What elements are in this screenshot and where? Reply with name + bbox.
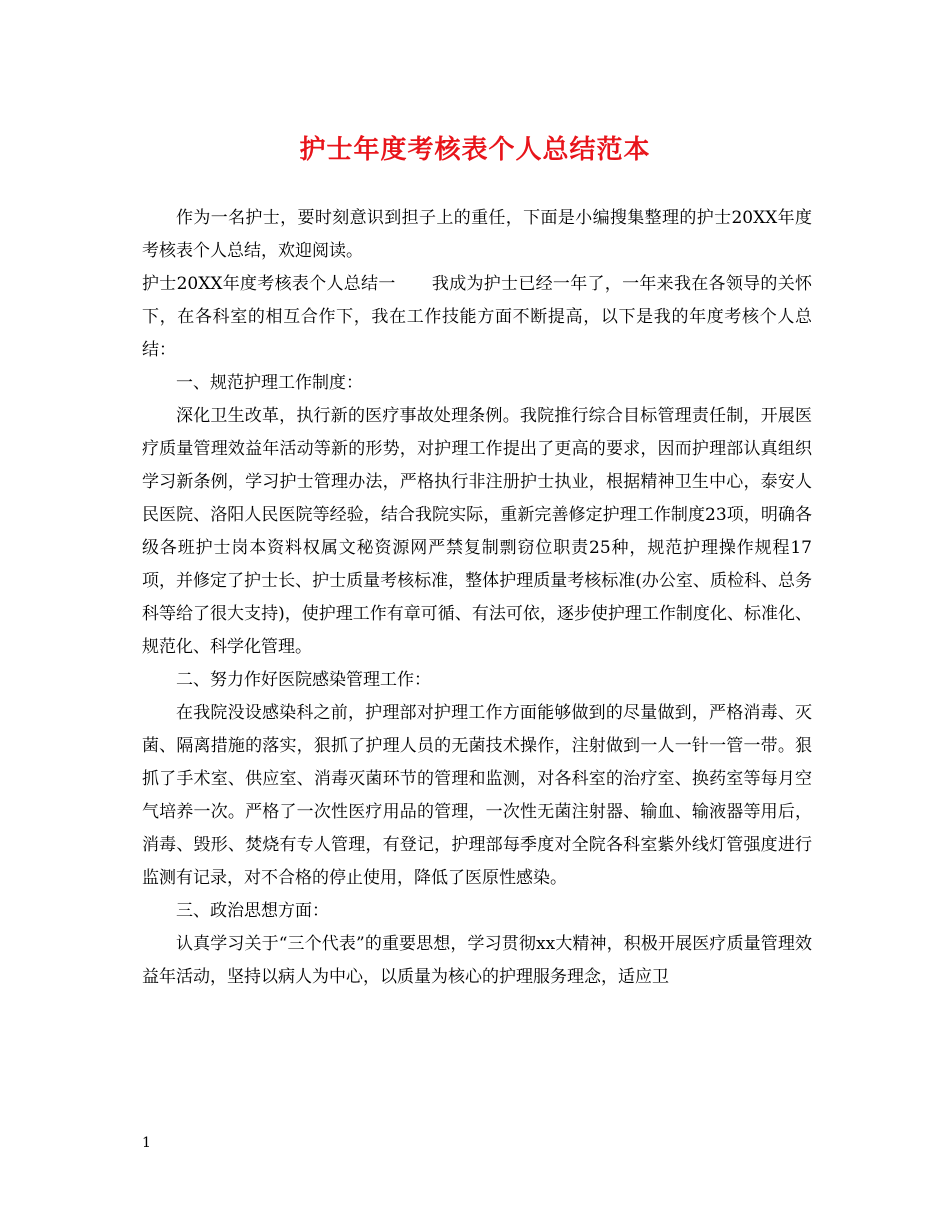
section-heading-3: 三、政治思想方面： (176, 901, 329, 921)
document-body (142, 202, 812, 994)
intro-paragraph: 作为一名护士，要时刻意识到担子上的重任，下面是小编搜集整理的护士20XX年度考核表个人总结，欢迎阅读。 (142, 208, 812, 261)
section-lead-text: 我成为护士已经一年了，一年来我在各领导的关怀下，在各科室的相互合作下，我在工作技能方面不断提高，以下是我的年度考核个人总结： (142, 274, 812, 360)
section-heading-1: 一、规范护理工作制度： (176, 373, 363, 393)
page-number: 1 (142, 1135, 151, 1151)
section-paragraph-3: 认真学习关于“三个代表”的重要思想，学习贯彻xx大精神，积极开展医疗质量管理效益年活动，坚持以病人为中心，以质量为核心的护理服务理念，适应卫 (142, 934, 812, 987)
section-paragraph-1: 深化卫生改革，执行新的医疗事故处理条例。我院推行综合目标管理责任制，开展医疗质量管理效益年活动等新的形势，对护理工作提出了更高的要求，因而护理部认真组织学习新条例，学习护士管理办法，严格执行非注册护士执业，根据精神卫生中心，泰安人民医院、洛阳人民医院等经验，结合我院实际，重新完善修定护理工作制度23项，明确各级各班护士岗本资料权属文秘资源网严禁复制剽窃位职责25种，规范护理操作规程17项，并修定了护士长、护士质量考核标准，整体护理质量考核标准(办公室、质检科、总务科等给了很大支持)，使护理工作有章可循、有法可依，逐步使护理工作制度化、标准化、规范化、科学化管理。 (142, 406, 812, 657)
section-lead-title: 护士20XX年度考核表个人总结一 (142, 274, 396, 294)
section-lead-paragraph (142, 268, 812, 367)
section-heading-2: 二、努力作好医院感染管理工作： (176, 670, 431, 690)
section-paragraph-2: 在我院没设感染科之前，护理部对护理工作方面能够做到的尽量做到，严格消毒、灭菌、隔离措施的落实，狠抓了护理人员的无菌技术操作，注射做到一人一针一管一带。狠抓了手术室、供应室、消毒灭菌环节的管理和监测，对各科室的治疗室、换药室等每月空气培养一次。严格了一次性医疗用品的管理，一次性无菌注射器、输血、输液器等用后，消毒、毁形、焚烧有专人管理，有登记，护理部每季度对全院各科室紫外线灯管强度进行监测有记录，对不合格的停止使用，降低了医原性感染。 (142, 703, 812, 888)
document-title: 护士年度考核表个人总结范本 (299, 135, 651, 165)
